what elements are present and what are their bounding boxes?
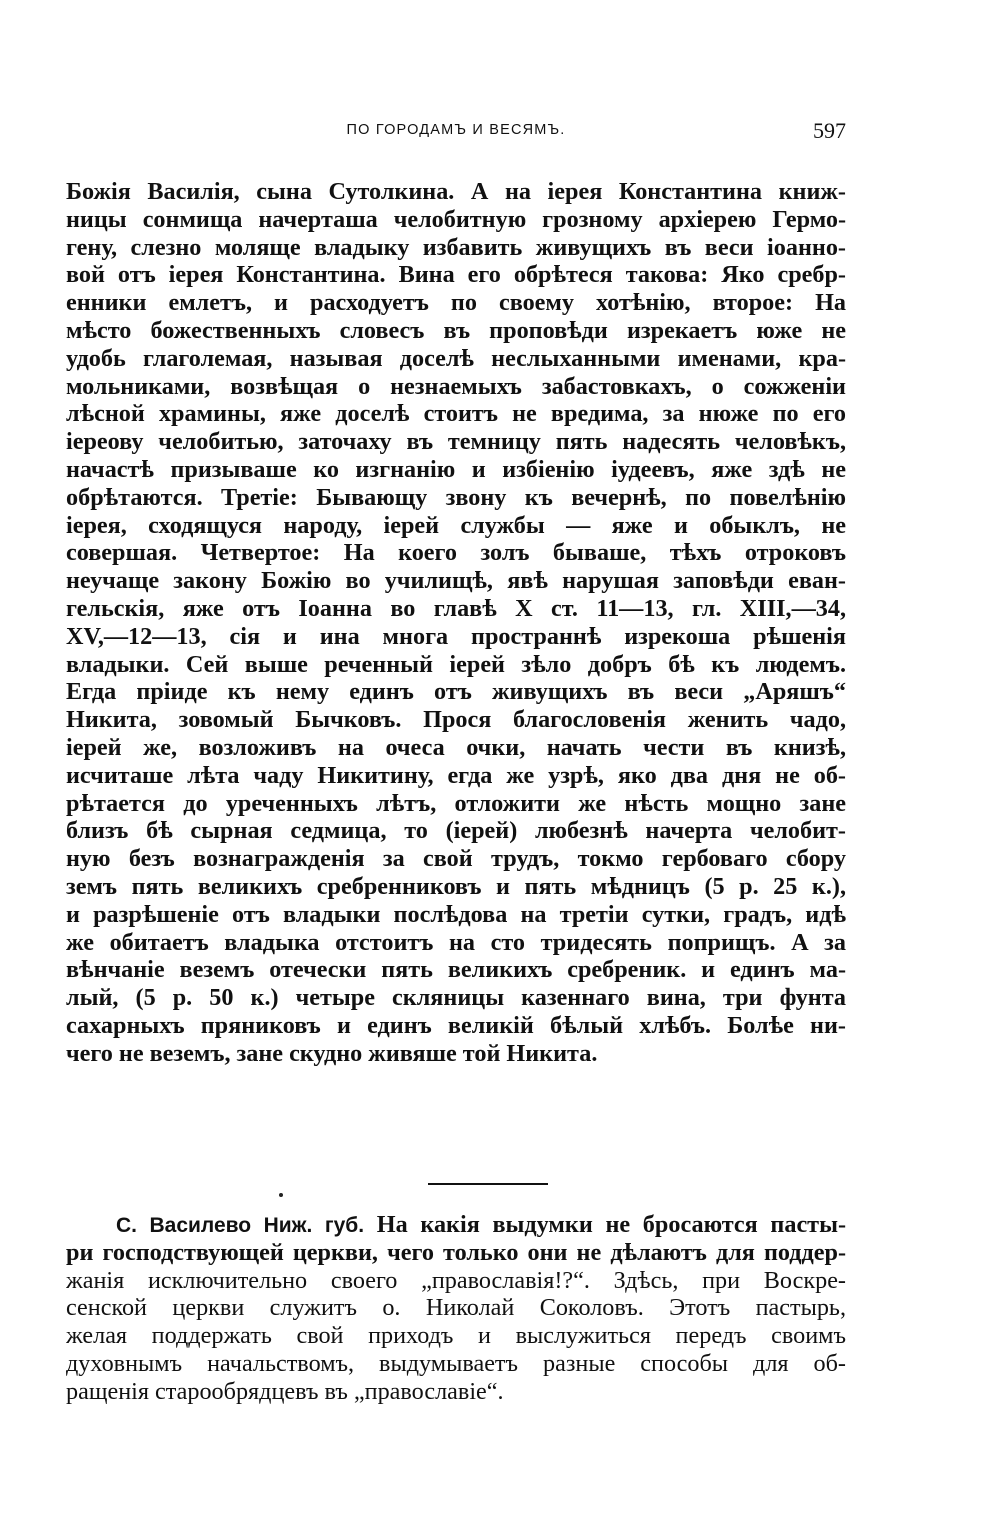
text-line: сахарныхъ пряниковъ и единъ великій бѣлый хлѣбъ. Болѣе ни- — [66, 1011, 846, 1039]
text-line: ную безъ вознагражденія за свой трудъ, токмо гербоваго сбору — [66, 845, 846, 873]
text-line: Божія Василія, сына Сутолкина. А на іерея Константина книж- — [66, 178, 846, 205]
text-line: XV,—12—13, сія и ина многа пространнѣ изрекоша рѣшенія — [66, 622, 846, 650]
news-item — [66, 1211, 846, 1406]
text-line: мольниками, возвѣщая о незнаемыхъ забастовкахъ, о сожженіи — [66, 372, 846, 400]
text-line: Егда пріиде къ нему единъ отъ живущихъ въ веси „Аряшъ“ — [66, 678, 846, 706]
text-line: іерей же, возложивъ на очеса очки, начать чести въ книзѣ, — [66, 733, 846, 761]
text-line: неучаще закону Божію во училищѣ, явѣ нарушая заповѣди еван- — [66, 567, 846, 595]
text-line: духовнымъ начальствомъ, выдумываетъ разные способы для об- — [66, 1349, 846, 1377]
running-head — [66, 120, 846, 144]
text-line: сенской церкви служитъ о. Николай Соколовъ. Этотъ пастырь, — [66, 1294, 846, 1322]
main-text-block — [66, 178, 846, 1068]
section-separator — [428, 1183, 548, 1185]
text-line: ращенія старообрядцевъ въ „православіе“. — [66, 1377, 504, 1405]
text-line: близъ бѣ сырная седмица, то (іерей) любезнѣ начерта челобит- — [66, 817, 846, 845]
news-lead-line — [66, 1211, 846, 1239]
text-line: же обитаетъ владыка отстоитъ на сто тридесять поприщъ. А за — [66, 928, 846, 956]
text-line: мѣсто божественныхъ словесъ въ проповѣди изрекаетъ юже не — [66, 316, 846, 344]
text-line: гену, слезно моляще владыку избавить живущихъ въ веси іоанно- — [66, 233, 846, 261]
text-line: лѣсной храмины, яже доселѣ стоитъ не вредима, за нюже по его — [66, 400, 846, 428]
text-line: гельскія, яже отъ Іоанна во главѣ X ст. 11—13, гл. XIII,—34, — [66, 594, 846, 622]
text-line: ри господствующей церкви, чего только они не дѣлаютъ для поддер- — [66, 1238, 846, 1266]
text-line: рѣтается до уреченныхъ лѣтъ, отложити же нѣсть мощно зане — [66, 789, 846, 817]
page-number: 597 — [813, 118, 846, 143]
text-line: іереову челобитью, заточаху въ темницу пять надесять человѣкъ, — [66, 428, 846, 456]
text-line: енники емлетъ, и расходуетъ по своему хотѣнію, второе: На — [66, 289, 846, 317]
text-line: іерея, сходящуся народу, іерей службы — яже и обыклъ, не — [66, 511, 846, 539]
print-dot — [279, 1193, 283, 1197]
text-line: обрѣтаются. Третіе: Бывающу звону къ вечернѣ, по повелѣнію — [66, 483, 846, 511]
text-line: и разрѣшеніе отъ владыки послѣдова на третіи сутки, градъ, идѣ — [66, 900, 846, 928]
text-line: ницы сонмища начерташа челобитную грозному архіерею Гермо- — [66, 205, 846, 233]
text-line: вѣнчаніе веземъ отечески пять великихъ сребреник. и единъ ма- — [66, 956, 846, 984]
text-line: На какія выдумки не бросаются пасты- — [376, 1211, 846, 1238]
text-line: жанія исключительно своего „православія!?“. Здѣсь, при Воскре- — [66, 1266, 846, 1294]
text-line: лый, (5 р. 50 к.) четыре скляницы казеннаго вина, три фунта — [66, 984, 846, 1012]
text-line: начастѣ призываше ко изгнанію и избіенію іудеевъ, яже здѣ не — [66, 455, 846, 483]
news-place: С. Василево Ниж. губ. — [116, 1214, 365, 1237]
text-line: исчиташе лѣта чаду Никитину, егда же узрѣ, яко два дня не об- — [66, 761, 846, 789]
text-line: вой отъ іерея Константина. Вина его обрѣтеся такова: Яко сребр- — [66, 261, 846, 289]
text-line: владыки. Сей выше реченный іерей зѣло добръ бѣ къ людемъ. — [66, 650, 846, 678]
running-title: ПО ГОРОДАМЪ И ВЕСЯМЪ. — [346, 122, 566, 138]
text-line: Никита, зовомый Бычковъ. Прося благословенія женить чадо, — [66, 706, 846, 734]
text-line: совершая. Четвертое: На коего золъ бываше, тѣхъ отроковъ — [66, 539, 846, 567]
text-line: чего не веземъ, зане скудно живяше той Никита. — [66, 1039, 598, 1067]
text-line: удобь глаголемая, называя доселѣ неслыханными именами, кра- — [66, 344, 846, 372]
text-line: земъ пять великихъ сребренниковъ и пять мѣдницъ (5 р. 25 к.), — [66, 872, 846, 900]
text-line: желая поддержать свой приходъ и выслужиться передъ своимъ — [66, 1322, 846, 1350]
